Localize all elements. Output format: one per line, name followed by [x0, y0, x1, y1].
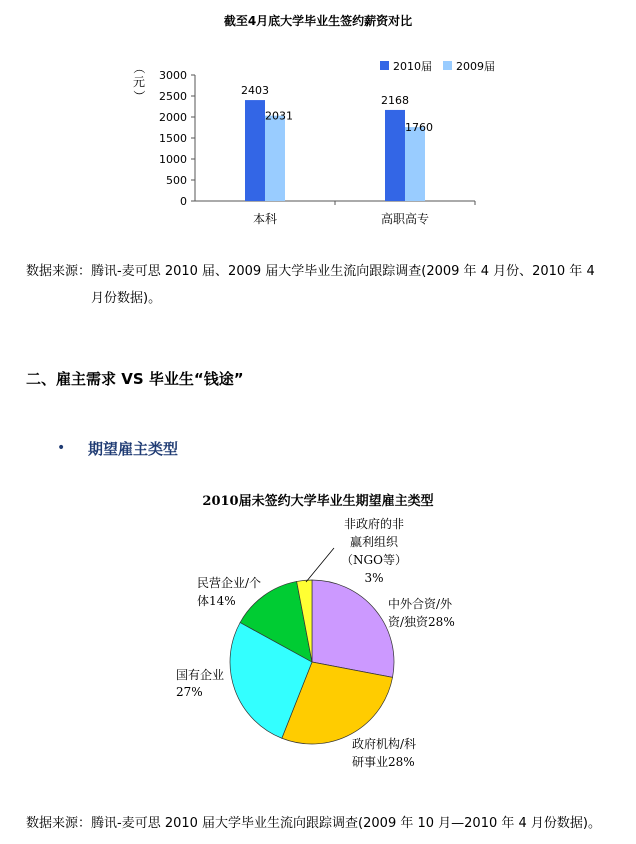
source-label: 数据来源： — [26, 816, 92, 831]
x-tick-label: 本科 — [252, 212, 278, 226]
source-text-cont: 月份数据)。 — [91, 291, 162, 306]
legend-label: 2009届 — [456, 60, 495, 73]
x-tick-label: 高职高专 — [380, 212, 430, 226]
pie-slice-label: （NGO等） — [341, 553, 407, 567]
legend-label: 2010届 — [393, 60, 432, 73]
pie-slice-label: 27% — [176, 685, 203, 699]
chart2-title: 2010届未签约大学毕业生期望雇主类型 — [202, 494, 434, 509]
bar-value-label: 2403 — [241, 84, 269, 98]
y-tick-label: 0 — [180, 195, 187, 208]
leader-line — [306, 548, 334, 582]
pie-slice-label: 研事业28% — [352, 755, 415, 769]
pie-slice-label: 中外合资/外 — [388, 597, 453, 611]
pie-slice-label: 资/独资28% — [388, 615, 455, 629]
pie-slice-label: 赢利组织 — [349, 535, 399, 549]
y-axis-label-char: （ — [132, 61, 146, 75]
y-tick-label: 1500 — [159, 132, 187, 145]
pie-slice-label: 政府机构/科 — [352, 737, 417, 751]
y-tick-label: 2500 — [159, 90, 187, 103]
y-axis-label-char: ） — [132, 89, 146, 103]
pie-slice-label: 非政府的非 — [343, 517, 405, 531]
bullet-marker: • — [57, 440, 66, 456]
y-tick-label: 1000 — [159, 153, 187, 166]
source-text: 腾讯-麦可思 2010 届、2009 届大学毕业生流向跟踪调查(2009 年 4 月份、2010 年 4 — [91, 264, 595, 279]
pie-slice-label: 3% — [364, 571, 384, 585]
bullet-heading: 期望雇主类型 — [88, 440, 179, 458]
bar-value-label: 2168 — [381, 93, 409, 107]
bar-value-label: 2031 — [265, 109, 293, 123]
pie-slice-label: 国有企业 — [176, 668, 225, 682]
source-label: 数据来源： — [26, 264, 92, 279]
y-tick-label: 500 — [166, 174, 187, 187]
pie-slice-label: 体14% — [197, 594, 236, 608]
pie-slices — [230, 580, 394, 744]
pie-slice-label: 民营企业/个 — [197, 576, 262, 590]
section-heading: 二、雇主需求 VS 毕业生“钱途” — [26, 370, 244, 388]
chart1-title: 截至4月底大学毕业生签约薪资对比 — [223, 14, 413, 28]
y-tick-label: 3000 — [159, 69, 187, 82]
source-text: 腾讯-麦可思 2010 届大学毕业生流向跟踪调查(2009 年 10 月—2010 年 4 月份数据)。 — [91, 816, 601, 831]
bar-value-label: 1760 — [405, 121, 433, 135]
pie-slice — [312, 580, 394, 677]
source-note-2 — [26, 810, 606, 837]
y-tick-label: 2000 — [159, 111, 187, 124]
y-axis-label-char: 元 — [132, 75, 146, 89]
